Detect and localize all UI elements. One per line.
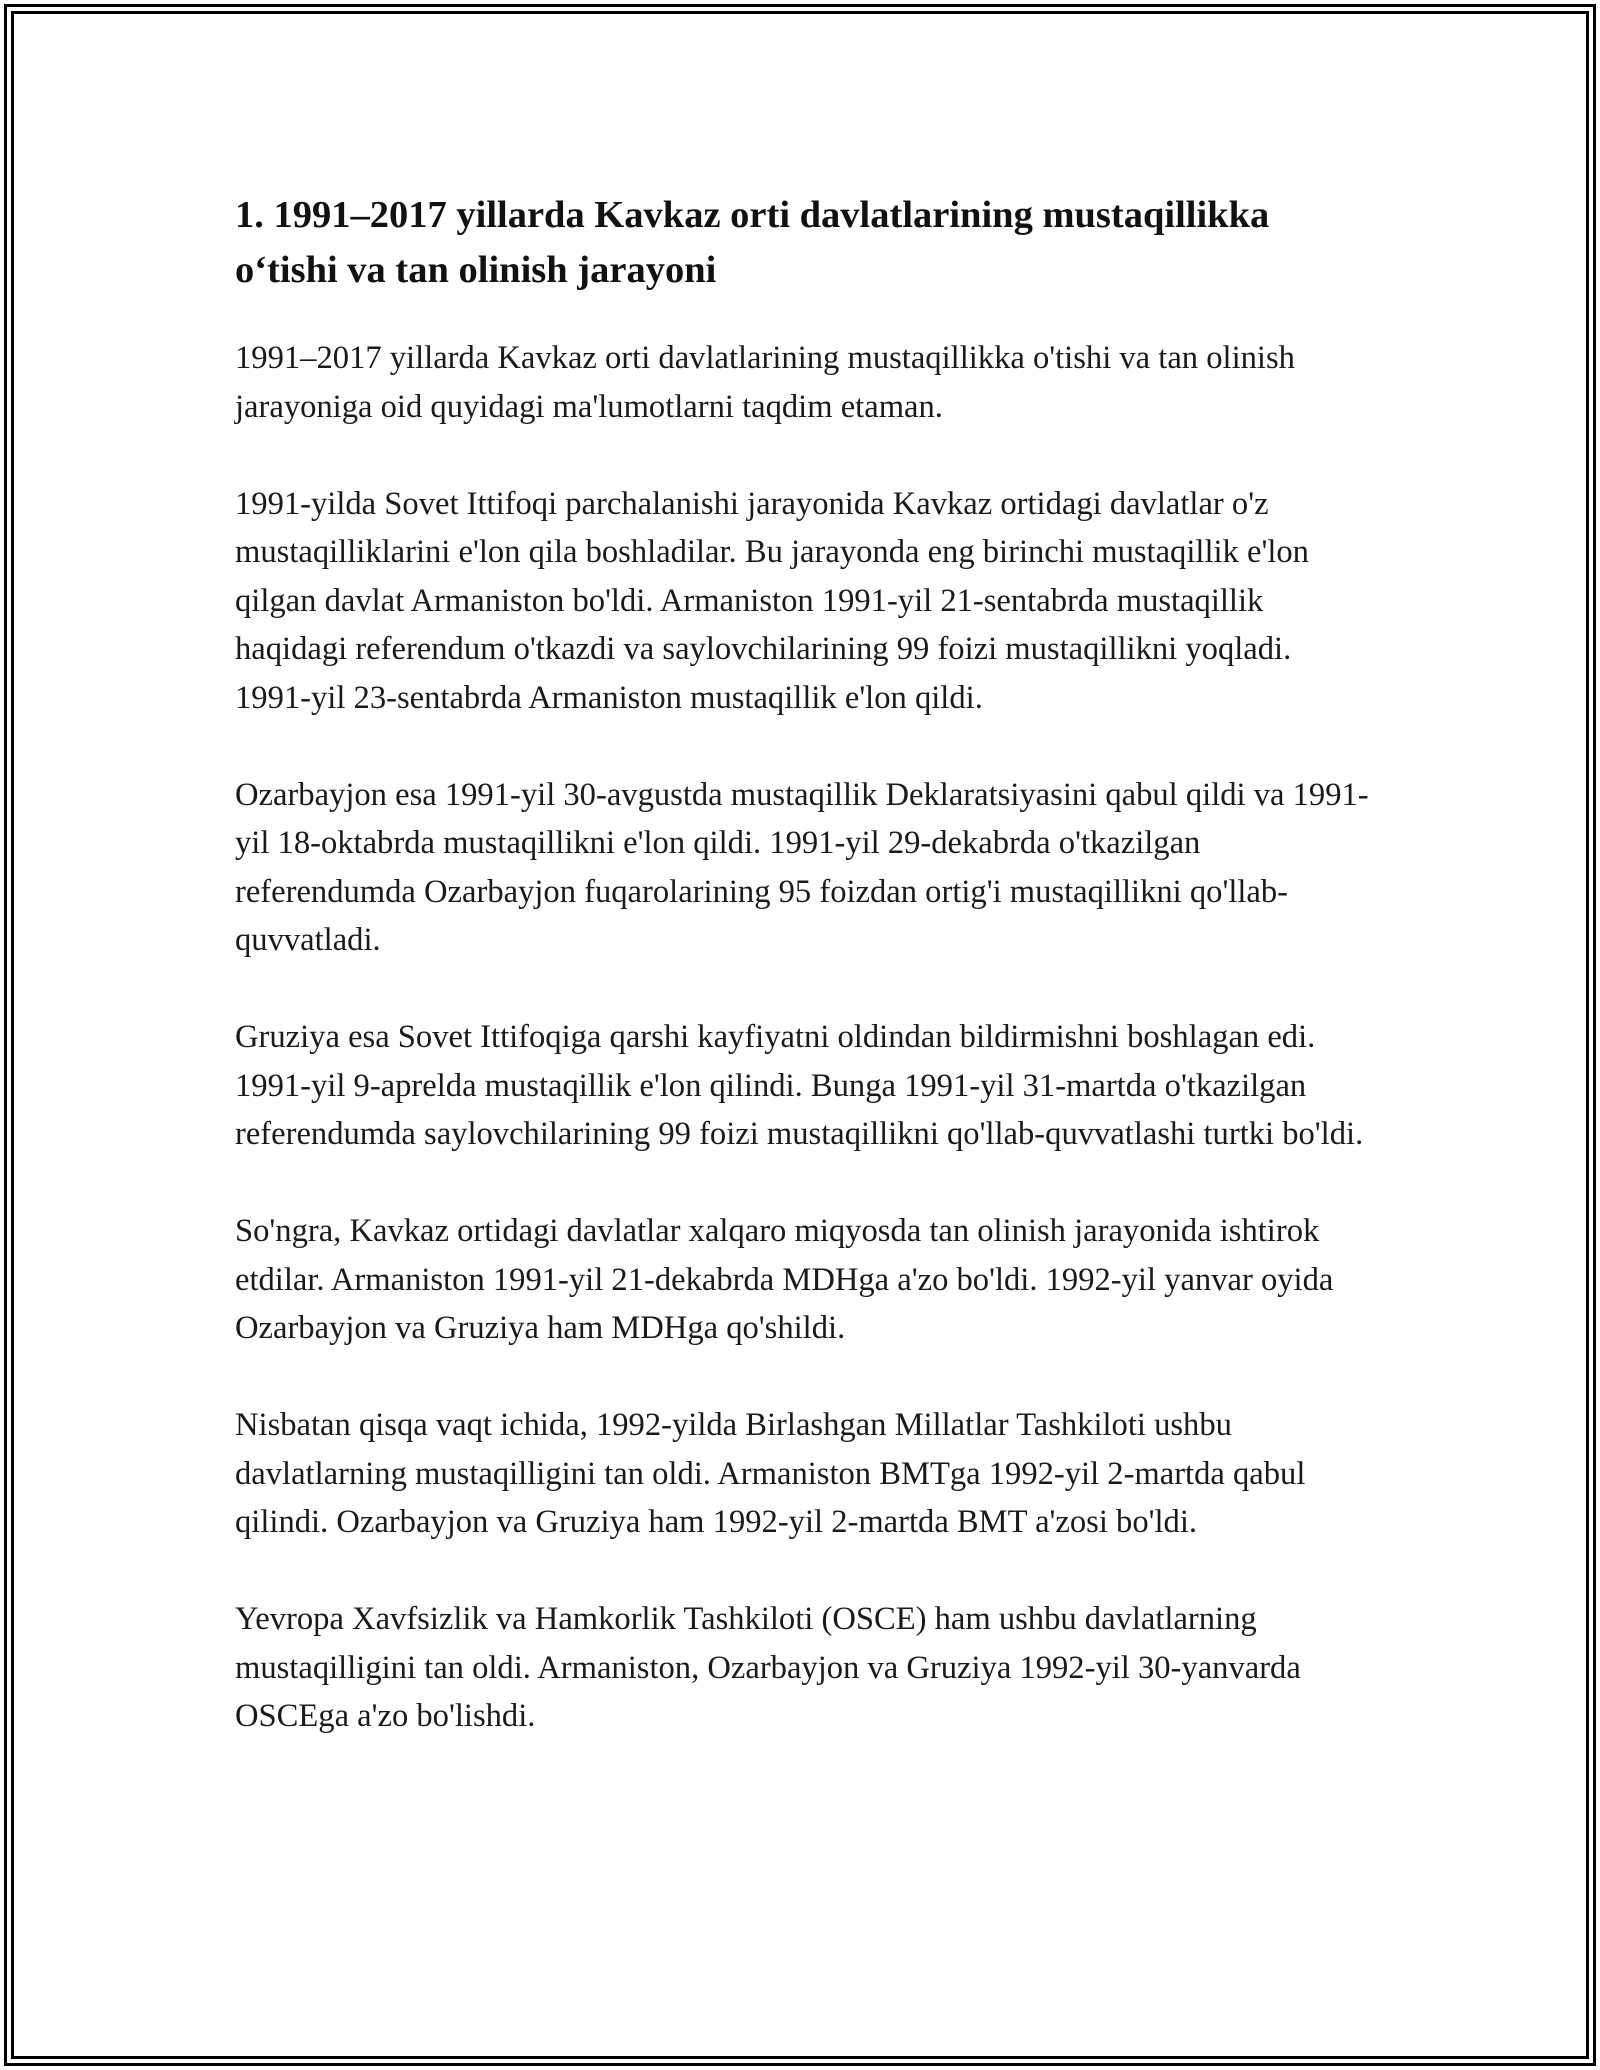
paragraph-georgia: Gruziya esa Sovet Ittifoqiga qarshi kayfiyatni oldindan bildirmishni boshlagan edi. 1991-yil 9-aprelda mustaqillik e'lon qilindi. Bunga 1991-yil 31-martda o'tkazilgan referendumda saylovchilarining 99 foizi mustaqillikni qo'llab-quvvatlashi turtki bo'ldi. — [235, 1019, 1364, 1152]
paragraph-intro: 1991–2017 yillarda Kavkaz orti davlatlarining mustaqillikka o'tishi va tan olinish jarayoniga oid quyidagi ma'lumotlarni taqdim etaman. — [235, 340, 1295, 425]
paragraph-cis: So'ngra, Kavkaz ortidagi davlatlar xalqaro miqyosda tan olinish jarayonida ishtirok etdilar. Armaniston 1991-yil 21-dekabrda MDHga a'zo bo'ldi. 1992-yil yanvar oyida Ozarbayjon va Gruziya ham MDHga qo'shildi. — [235, 1213, 1334, 1346]
document-title: 1. 1991–2017 yillarda Kavkaz orti davlatlarining mustaqillikka o‘tishi va tan olinish jarayoni — [235, 194, 1270, 291]
paragraph-osce: Yevropa Xavfsizlik va Hamkorlik Tashkiloti (OSCE) ham ushbu davlatlarning mustaqilligini tan oldi. Armaniston, Ozarbayjon va Gruziya 1992-yil 30-yanvarda OSCEga a'zo bo'lishdi. — [235, 1601, 1301, 1734]
document-body — [235, 188, 1370, 1789]
paragraph-armenia: 1991-yilda Sovet Ittifoqi parchalanishi jarayonida Kavkaz ortidagi davlatlar o'z mustaqilliklarini e'lon qila boshladilar. Bu jarayonda eng birinchi mustaqillik e'lon qilgan davlat Armaniston bo'ldi. Armaniston 1991-yil 21-sentabrda mustaqillik haqidagi referendum o'tkazdi va saylovchilarining 99 foizi mustaqillikni yoqladi. 1991-yil 23-sentabrda Armaniston mustaqillik e'lon qildi. — [235, 485, 1309, 716]
paragraph-azerbaijan: Ozarbayjon esa 1991-yil 30-avgustda mustaqillik Deklaratsiyasini qabul qildi va 1991-yil 18-oktabrda mustaqillikni e'lon qildi. 1991-yil 29-dekabrda o'tkazilgan referendumda Ozarbayjon fuqarolarining 95 foizdan ortig'i mustaqillikni qo'llab-quvvatladi. — [235, 776, 1369, 958]
paragraph-un: Nisbatan qisqa vaqt ichida, 1992-yilda Birlashgan Millatlar Tashkiloti ushbu davlatlarning mustaqilligini tan oldi. Armaniston BMTga 1992-yil 2-martda qabul qilindi. Ozarbayjon va Gruziya ham 1992-yil 2-martda BMT a'zosi bo'ldi. — [235, 1407, 1306, 1540]
